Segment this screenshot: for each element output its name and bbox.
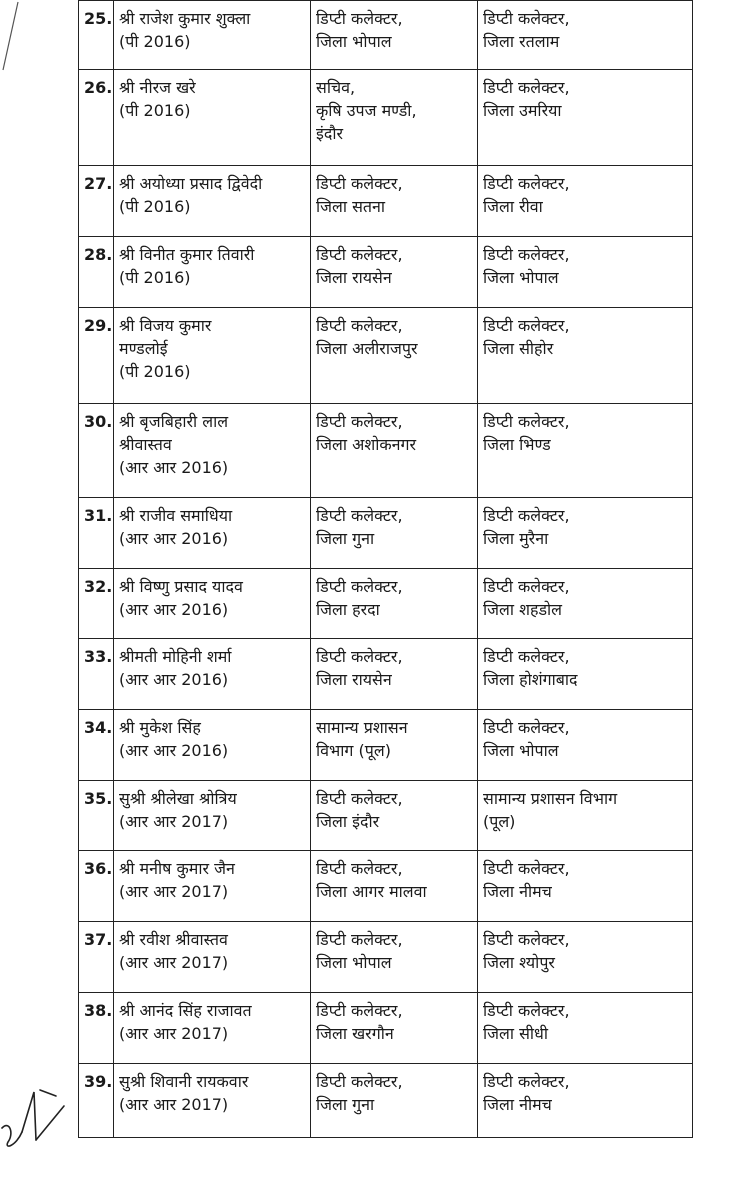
post-line: जिला नीमच <box>483 1095 552 1114</box>
new-post-cell <box>478 404 693 498</box>
post-line: सचिव, <box>316 78 356 97</box>
post-line: जिला भिण्ड <box>483 435 551 454</box>
name-line: सुश्री शिवानी रायकवार <box>119 1072 249 1091</box>
name-line: श्री राजेश कुमार शुक्ला <box>119 9 251 28</box>
new-post-cell <box>478 993 693 1064</box>
current-post-cell <box>311 993 478 1064</box>
post-line: जिला सीहोर <box>483 339 554 358</box>
officer-name-cell <box>114 1 311 70</box>
post-line: डिप्टी कलेक्टर, <box>483 412 570 431</box>
handwritten-signature <box>2 1090 64 1146</box>
post-line: डिप्टी कलेक्टर, <box>483 316 570 335</box>
post-line: जिला भोपाल <box>483 268 559 287</box>
name-line: (पी 2016) <box>119 362 191 381</box>
officer-name-cell <box>114 1064 311 1138</box>
name-line: (पी 2016) <box>119 32 191 51</box>
current-post-cell <box>311 1 478 70</box>
row-number: 25. <box>79 1 114 70</box>
officer-name-cell <box>114 308 311 404</box>
post-line: जिला श्योपुर <box>483 953 555 972</box>
post-line: डिप्टी कलेक्टर, <box>316 506 403 525</box>
name-line: (आर आर 2017) <box>119 953 229 972</box>
current-post-cell <box>311 639 478 710</box>
new-post-cell <box>478 1 693 70</box>
post-line: कृषि उपज मण्डी, <box>316 101 417 120</box>
post-line: विभाग (पूल) <box>316 741 391 760</box>
post-line: जिला होशंगाबाद <box>483 670 578 689</box>
current-post-cell <box>311 710 478 781</box>
post-line: जिला आगर मालवा <box>316 882 427 901</box>
post-line: जिला रीवा <box>483 197 543 216</box>
post-line: जिला रायसेन <box>316 670 392 689</box>
transfer-list-body <box>79 1 693 1138</box>
post-line: डिप्टी कलेक्टर, <box>316 577 403 596</box>
row-number: 31. <box>79 498 114 569</box>
new-post-cell <box>478 922 693 993</box>
name-line: (आर आर 2016) <box>119 741 229 760</box>
name-line: श्री आनंद सिंह राजावत <box>119 1001 252 1020</box>
post-line: जिला रतलाम <box>483 32 560 51</box>
row-number: 34. <box>79 710 114 781</box>
post-line: डिप्टी कलेक्टर, <box>316 930 403 949</box>
post-line: सामान्य प्रशासन विभाग <box>483 789 618 808</box>
officer-name-cell <box>114 70 311 166</box>
post-line: डिप्टी कलेक्टर, <box>483 1001 570 1020</box>
table-row <box>79 404 693 498</box>
name-line: श्रीमती मोहिनी शर्मा <box>119 647 232 666</box>
officer-name-cell <box>114 922 311 993</box>
post-line: डिप्टी कलेक्टर, <box>316 859 403 878</box>
new-post-cell <box>478 710 693 781</box>
new-post-cell <box>478 498 693 569</box>
current-post-cell <box>311 569 478 639</box>
name-line: (आर आर 2016) <box>119 529 229 548</box>
table-row <box>79 922 693 993</box>
row-number: 36. <box>79 851 114 922</box>
table-row <box>79 781 693 851</box>
post-line: इंदौर <box>316 124 344 143</box>
post-line: डिप्टी कलेक्टर, <box>483 78 570 97</box>
name-line: श्री विजय कुमार <box>119 316 212 335</box>
current-post-cell <box>311 781 478 851</box>
post-line: डिप्टी कलेक्टर, <box>483 506 570 525</box>
new-post-cell <box>478 851 693 922</box>
name-line: (आर आर 2017) <box>119 812 229 831</box>
post-line: डिप्टी कलेक्टर, <box>316 789 403 808</box>
new-post-cell <box>478 569 693 639</box>
post-line: जिला भोपाल <box>483 741 559 760</box>
post-line: डिप्टी कलेक्टर, <box>316 316 403 335</box>
current-post-cell <box>311 851 478 922</box>
officer-name-cell <box>114 404 311 498</box>
post-line: जिला नीमच <box>483 882 552 901</box>
post-line: (पूल) <box>483 812 516 831</box>
post-line: डिप्टी कलेक्टर, <box>483 1072 570 1091</box>
post-line: डिप्टी कलेक्टर, <box>483 174 570 193</box>
table-row <box>79 639 693 710</box>
name-line: (आर आर 2017) <box>119 1024 229 1043</box>
name-line: श्री विष्णु प्रसाद यादव <box>119 577 243 596</box>
current-post-cell <box>311 404 478 498</box>
table-row <box>79 70 693 166</box>
post-line: डिप्टी कलेक्टर, <box>316 1001 403 1020</box>
table-row <box>79 1 693 70</box>
post-line: जिला इंदौर <box>316 812 380 831</box>
officer-name-cell <box>114 710 311 781</box>
row-number: 35. <box>79 781 114 851</box>
row-number: 29. <box>79 308 114 404</box>
officer-name-cell <box>114 639 311 710</box>
name-line: (पी 2016) <box>119 268 191 287</box>
name-line: (आर आर 2016) <box>119 670 229 689</box>
row-number: 32. <box>79 569 114 639</box>
name-line: (आर आर 2016) <box>119 600 229 619</box>
row-number: 26. <box>79 70 114 166</box>
post-line: डिप्टी कलेक्टर, <box>316 647 403 666</box>
post-line: जिला भोपाल <box>316 953 392 972</box>
officer-name-cell <box>114 993 311 1064</box>
officer-name-cell <box>114 166 311 237</box>
post-line: जिला गुना <box>316 529 375 548</box>
new-post-cell <box>478 70 693 166</box>
table-row <box>79 993 693 1064</box>
post-line: डिप्टी कलेक्टर, <box>483 245 570 264</box>
post-line: जिला हरदा <box>316 600 380 619</box>
name-line: श्री मनीष कुमार जैन <box>119 859 235 878</box>
new-post-cell <box>478 1064 693 1138</box>
new-post-cell <box>478 237 693 308</box>
table-row <box>79 308 693 404</box>
transfer-list-table <box>78 0 693 1138</box>
name-line: श्री नीरज खरे <box>119 78 196 97</box>
post-line: जिला सीधी <box>483 1024 549 1043</box>
new-post-cell <box>478 308 693 404</box>
row-number: 30. <box>79 404 114 498</box>
name-line: श्री राजीव समाधिया <box>119 506 233 525</box>
row-number: 39. <box>79 1064 114 1138</box>
name-line: (पी 2016) <box>119 101 191 120</box>
post-line: डिप्टी कलेक्टर, <box>316 174 403 193</box>
post-line: जिला सतना <box>316 197 386 216</box>
table-row <box>79 569 693 639</box>
post-line: जिला अशोकनगर <box>316 435 417 454</box>
current-post-cell <box>311 166 478 237</box>
current-post-cell <box>311 70 478 166</box>
name-line: श्री अयोध्या प्रसाद द्विवेदी <box>119 174 263 193</box>
post-line: डिप्टी कलेक्टर, <box>483 9 570 28</box>
table-row <box>79 710 693 781</box>
post-line: डिप्टी कलेक्टर, <box>483 930 570 949</box>
name-line: (आर आर 2017) <box>119 1095 229 1114</box>
name-line: मण्डलोई <box>119 339 168 358</box>
post-line: जिला खरगौन <box>316 1024 394 1043</box>
table-row <box>79 851 693 922</box>
officer-name-cell <box>114 237 311 308</box>
name-line: श्री विनीत कुमार तिवारी <box>119 245 255 264</box>
current-post-cell <box>311 498 478 569</box>
post-line: जिला मुरैना <box>483 529 549 548</box>
new-post-cell <box>478 166 693 237</box>
table-row <box>79 498 693 569</box>
pen-stroke <box>3 2 18 70</box>
post-line: डिप्टी कलेक्टर, <box>316 9 403 28</box>
row-number: 28. <box>79 237 114 308</box>
row-number: 27. <box>79 166 114 237</box>
name-line: श्री रवीश श्रीवास्तव <box>119 930 228 949</box>
post-line: जिला गुना <box>316 1095 375 1114</box>
post-line: जिला रायसेन <box>316 268 392 287</box>
table-row <box>79 166 693 237</box>
post-line: डिप्टी कलेक्टर, <box>483 718 570 737</box>
post-line: सामान्य प्रशासन <box>316 718 408 737</box>
officer-name-cell <box>114 781 311 851</box>
name-line: श्री बृजबिहारी लाल <box>119 412 229 431</box>
new-post-cell <box>478 781 693 851</box>
post-line: डिप्टी कलेक्टर, <box>483 647 570 666</box>
post-line: डिप्टी कलेक्टर, <box>316 412 403 431</box>
new-post-cell <box>478 639 693 710</box>
current-post-cell <box>311 237 478 308</box>
post-line: जिला अलीराजपुर <box>316 339 418 358</box>
row-number: 38. <box>79 993 114 1064</box>
post-line: डिप्टी कलेक्टर, <box>483 859 570 878</box>
post-line: डिप्टी कलेक्टर, <box>483 577 570 596</box>
post-line: जिला भोपाल <box>316 32 392 51</box>
current-post-cell <box>311 1064 478 1138</box>
post-line: जिला शहडोल <box>483 600 563 619</box>
post-line: जिला उमरिया <box>483 101 562 120</box>
post-line: डिप्टी कलेक्टर, <box>316 1072 403 1091</box>
officer-name-cell <box>114 498 311 569</box>
table-row <box>79 1064 693 1138</box>
current-post-cell <box>311 922 478 993</box>
officer-name-cell <box>114 569 311 639</box>
officer-name-cell <box>114 851 311 922</box>
name-line: सुश्री श्रीलेखा श्रोत्रिय <box>119 789 237 808</box>
post-line: डिप्टी कलेक्टर, <box>316 245 403 264</box>
row-number: 37. <box>79 922 114 993</box>
name-line: (आर आर 2017) <box>119 882 229 901</box>
name-line: (आर आर 2016) <box>119 458 229 477</box>
table-row <box>79 237 693 308</box>
name-line: श्रीवास्तव <box>119 435 172 454</box>
current-post-cell <box>311 308 478 404</box>
name-line: (पी 2016) <box>119 197 191 216</box>
name-line: श्री मुकेश सिंह <box>119 718 201 737</box>
row-number: 33. <box>79 639 114 710</box>
